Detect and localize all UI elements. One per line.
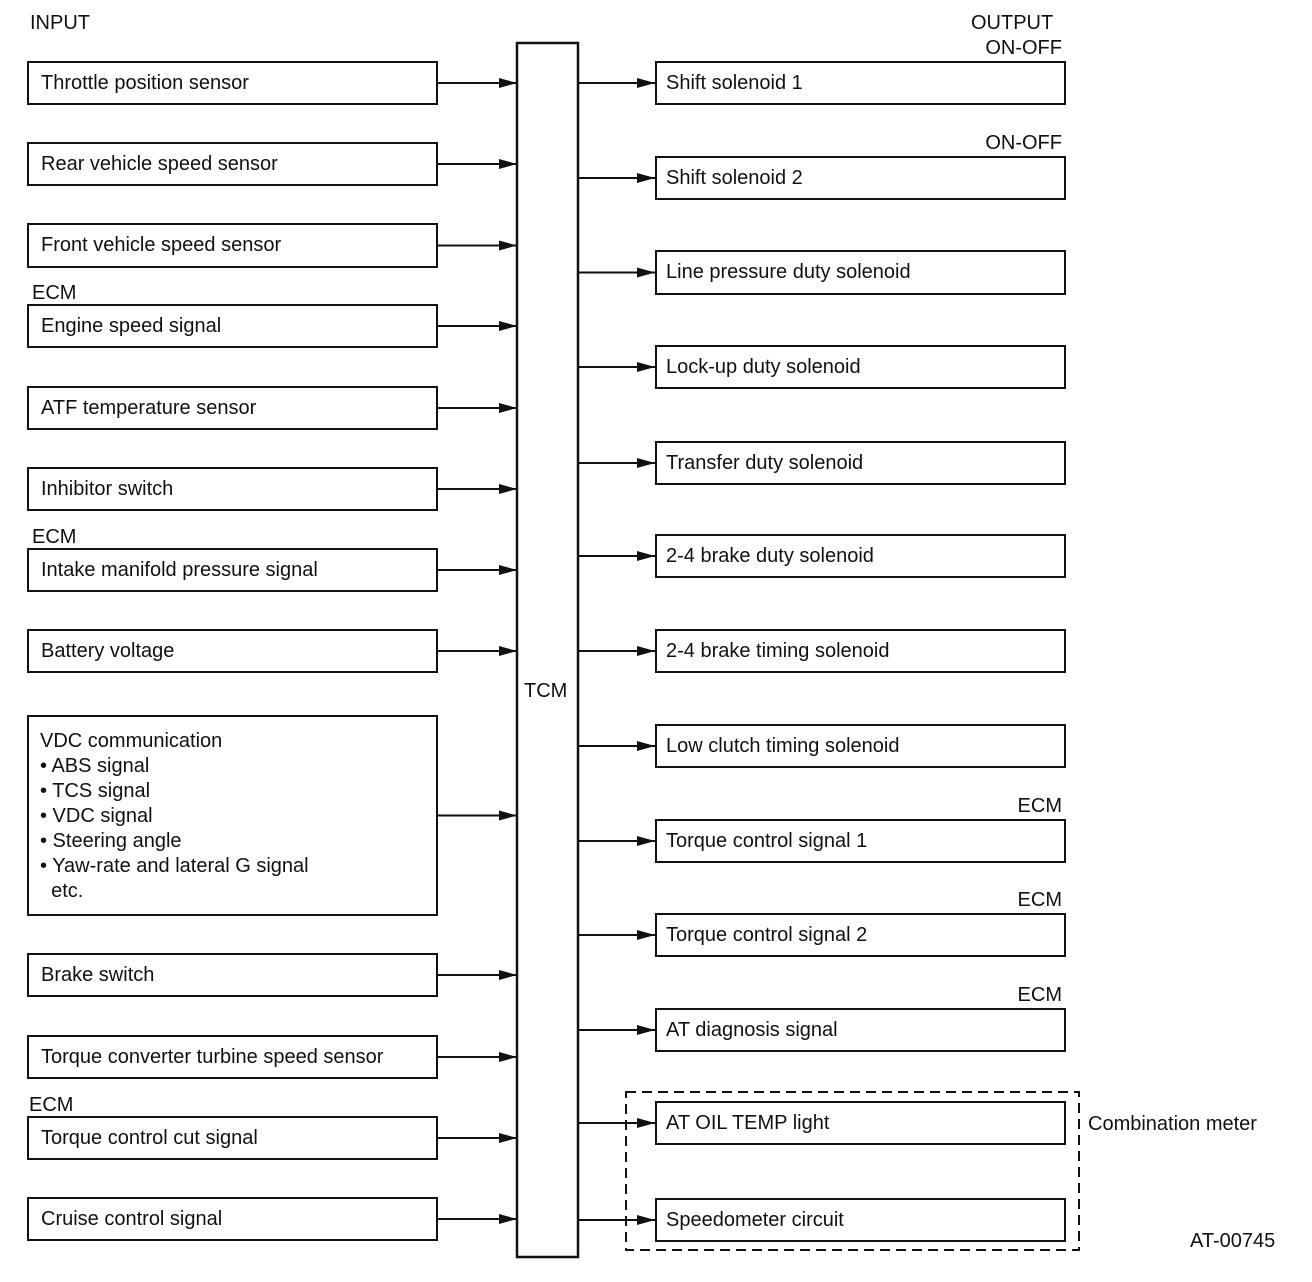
output-box: [655, 534, 1066, 578]
output-box: [655, 819, 1066, 863]
output-label: Low clutch timing solenoid: [666, 735, 900, 757]
output-box: [655, 441, 1066, 485]
combination-meter-label: Combination meter: [1088, 1113, 1257, 1135]
input-label: Intake manifold pressure signal: [41, 559, 318, 581]
output-label: 2-4 brake timing solenoid: [666, 640, 890, 662]
output-label: Torque control signal 2: [666, 924, 868, 946]
output-label: Shift solenoid 2: [666, 167, 803, 189]
output-box: [655, 345, 1066, 389]
input-box: [27, 61, 438, 105]
input-label: Throttle position sensor: [41, 72, 249, 94]
output-note-label: ECM: [1017, 889, 1062, 911]
output-box: [655, 250, 1066, 295]
output-label: 2-4 brake duty solenoid: [666, 545, 874, 567]
input-box: [27, 467, 438, 511]
output-box: [655, 629, 1066, 673]
output-label: Line pressure duty solenoid: [666, 261, 911, 283]
input-source-label: ECM: [32, 282, 77, 304]
input-box: [27, 142, 438, 186]
tcm-label: TCM: [524, 680, 568, 702]
input-box: [27, 1035, 438, 1079]
output-label: Speedometer circuit: [666, 1209, 844, 1231]
figure-code: AT-00745: [1190, 1230, 1276, 1252]
input-source-label: ECM: [29, 1094, 74, 1116]
output-box: [655, 1198, 1066, 1242]
input-source-label: ECM: [32, 526, 77, 548]
input-label: Cruise control signal: [41, 1208, 223, 1230]
output-box: [655, 1101, 1066, 1145]
output-label: AT diagnosis signal: [666, 1019, 838, 1041]
output-label: Torque control signal 1: [666, 830, 868, 852]
output-note-label: ECM: [1017, 984, 1062, 1006]
tcm-block: [517, 43, 578, 1257]
input-box: [27, 548, 438, 592]
input-box: [27, 1116, 438, 1160]
input-label: Brake switch: [41, 964, 155, 986]
input-box: [27, 715, 438, 916]
output-label: Lock-up duty solenoid: [666, 356, 861, 378]
input-label: Engine speed signal: [41, 315, 222, 337]
output-note-label: ON-OFF: [985, 132, 1062, 154]
input-box: [27, 1197, 438, 1241]
input-label: Torque converter turbine speed sensor: [41, 1046, 384, 1068]
input-label: Inhibitor switch: [41, 478, 174, 500]
input-heading: INPUT: [30, 12, 90, 34]
input-label: Torque control cut signal: [41, 1127, 258, 1149]
output-box: [655, 724, 1066, 768]
input-label: VDC communication • ABS signal • TCS signal • VDC signal • Steering angle • Yaw-rate and lateral G signal etc.: [40, 730, 309, 902]
input-box: [27, 304, 438, 348]
output-label: Transfer duty solenoid: [666, 452, 864, 474]
output-box: [655, 1008, 1066, 1052]
output-note-label: ECM: [1017, 795, 1062, 817]
output-box: [655, 156, 1066, 200]
output-note-label: ON-OFF: [985, 37, 1062, 59]
output-heading: OUTPUT: [971, 12, 1054, 34]
input-label: Front vehicle speed sensor: [41, 234, 282, 256]
output-label: AT OIL TEMP light: [666, 1112, 830, 1134]
input-label: Rear vehicle speed sensor: [41, 153, 278, 175]
output-box: [655, 61, 1066, 105]
input-box: [27, 953, 438, 997]
input-box: [27, 386, 438, 430]
input-box: [27, 223, 438, 268]
input-label: ATF temperature sensor: [41, 397, 257, 419]
input-box: [27, 629, 438, 673]
output-box: [655, 913, 1066, 957]
output-label: Shift solenoid 1: [666, 72, 803, 94]
input-label: Battery voltage: [41, 640, 175, 662]
